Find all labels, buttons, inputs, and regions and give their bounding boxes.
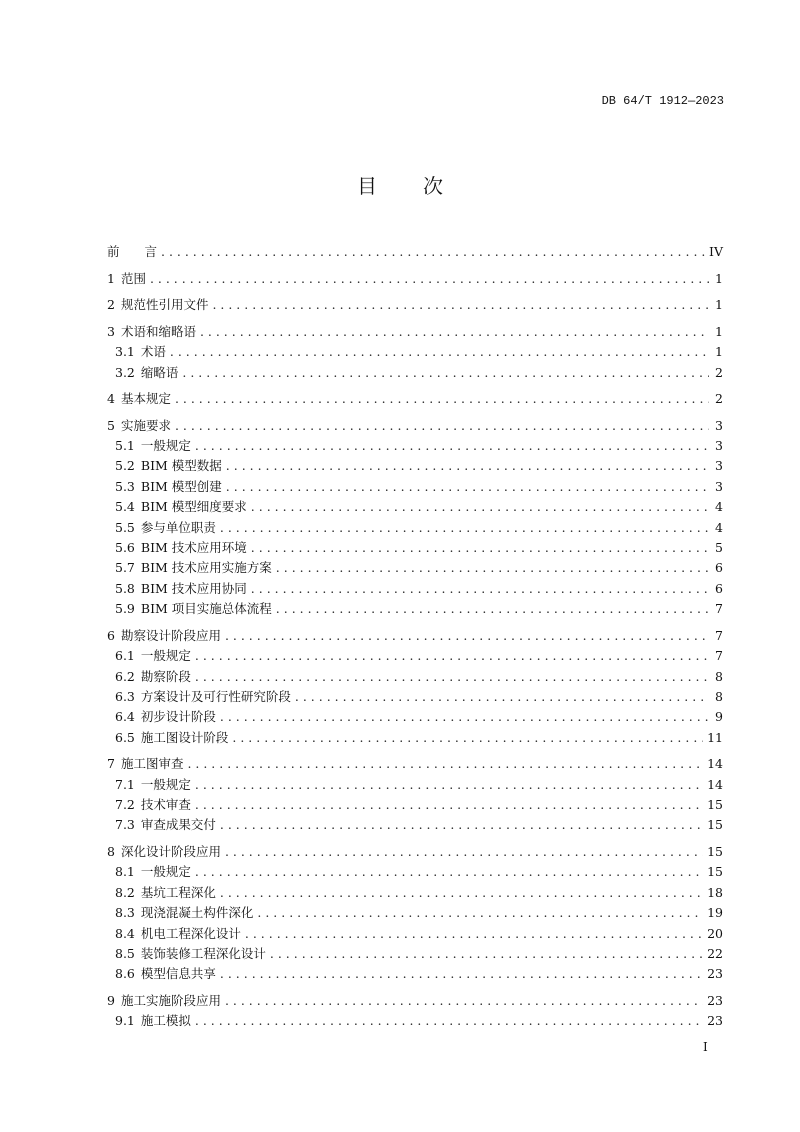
toc-entry-page: 2 — [715, 364, 723, 380]
toc-entry[interactable] — [107, 646, 723, 666]
toc-entry[interactable] — [107, 269, 723, 289]
page-number: I — [703, 1040, 708, 1054]
dot-leader — [257, 903, 703, 923]
toc-entry[interactable] — [107, 456, 723, 476]
dot-leader — [175, 416, 709, 436]
toc-entry-number: 5.7 — [115, 560, 135, 576]
toc-entry-label: 施工模拟 — [140, 1013, 191, 1029]
toc-entry-number: 6.2 — [115, 668, 135, 684]
dot-leader — [226, 456, 709, 476]
toc-entry-number: 8.3 — [115, 905, 135, 921]
toc-entry[interactable] — [107, 416, 723, 436]
dot-leader — [195, 646, 709, 666]
toc-entry-label: 施工图审查 — [120, 756, 184, 772]
dot-leader — [270, 944, 703, 964]
toc-entry-page: 19 — [707, 905, 723, 921]
toc-entry-label: BIM 技术应用实施方案 — [140, 560, 272, 576]
toc-entry-label: 施工实施阶段应用 — [120, 992, 221, 1008]
toc-entry-number: 8 — [107, 844, 115, 860]
dot-leader — [195, 775, 703, 795]
toc-entry-label: 术语 — [140, 344, 166, 360]
toc-entry-number: 3 — [107, 323, 115, 339]
toc-entry-page: 14 — [707, 756, 723, 772]
toc-entry-label: 一般规定 — [140, 776, 191, 792]
toc-entry-label: BIM 技术应用环境 — [140, 540, 247, 556]
toc-entry-label: BIM 技术应用协同 — [140, 580, 247, 596]
toc-entry[interactable] — [107, 477, 723, 497]
toc-entry-label: 前 言 — [107, 244, 158, 259]
toc-entry-label: 初步设计阶段 — [140, 709, 216, 725]
toc-entry[interactable] — [107, 518, 723, 538]
table-of-contents — [107, 242, 723, 1032]
toc-entry[interactable] — [107, 579, 723, 599]
title-char: 目 — [357, 174, 377, 198]
toc-entry-label: 缩略语 — [140, 364, 179, 380]
toc-entry-label: 装饰装修工程深化设计 — [140, 946, 266, 961]
dot-leader — [150, 269, 709, 289]
toc-entry-label: BIM 模型细度要求 — [140, 499, 247, 515]
toc-entry-page: 7 — [715, 601, 723, 617]
toc-entry-number: 5.9 — [115, 601, 135, 617]
toc-entry-number: 8.6 — [115, 966, 135, 982]
toc-entry-number: 6.5 — [115, 729, 135, 745]
toc-entry-number: 5.6 — [115, 540, 135, 556]
dot-leader — [200, 322, 709, 342]
toc-entry-number: 5.4 — [115, 499, 135, 515]
toc-entry-label: 范围 — [120, 270, 146, 286]
toc-entry-number: 8.4 — [115, 925, 135, 941]
toc-entry[interactable] — [107, 924, 723, 944]
toc-entry[interactable] — [107, 842, 723, 862]
toc-entry[interactable] — [107, 1011, 723, 1031]
toc-entry[interactable] — [107, 862, 723, 882]
toc-entry-number: 4 — [107, 391, 115, 407]
toc-entry-label: 一般规定 — [140, 648, 191, 664]
toc-entry-page: 7 — [715, 627, 723, 643]
toc-entry-number: 9.1 — [115, 1013, 135, 1029]
toc-entry-page: 23 — [707, 1013, 723, 1029]
dot-leader — [220, 883, 703, 903]
dot-leader — [212, 295, 709, 315]
dot-leader — [245, 924, 703, 944]
toc-entry[interactable] — [107, 389, 723, 409]
toc-entry-page: 6 — [715, 560, 723, 576]
toc-entry-page: 23 — [707, 992, 723, 1008]
toc-entry-number: 5.3 — [115, 478, 135, 494]
toc-entry-number: 5.1 — [115, 438, 135, 454]
page-title — [0, 170, 800, 199]
dot-leader — [251, 497, 709, 517]
toc-entry-page: 1 — [715, 323, 723, 339]
toc-entry[interactable] — [107, 795, 723, 815]
toc-entry-label: 方案设计及可行性研究阶段 — [140, 688, 291, 704]
toc-entry[interactable] — [107, 754, 723, 774]
toc-entry-label: 深化设计阶段应用 — [120, 844, 221, 860]
toc-entry-page: 15 — [707, 844, 723, 860]
dot-leader — [195, 1011, 703, 1031]
dot-leader — [225, 626, 709, 646]
toc-entry-number: 8.5 — [115, 946, 135, 961]
toc-entry-number: 7.1 — [115, 776, 135, 792]
toc-entry-page: 15 — [707, 797, 723, 813]
toc-entry[interactable] — [107, 775, 723, 795]
toc-entry-label: BIM 项目实施总体流程 — [140, 601, 272, 617]
toc-entry-page: 4 — [715, 519, 723, 535]
toc-entry-label: 参与单位职责 — [140, 519, 216, 535]
toc-entry-number: 8.1 — [115, 864, 135, 880]
toc-entry-label: 基本规定 — [120, 391, 171, 407]
standard-code: DB 64/T 1912—2023 — [601, 94, 724, 108]
toc-entry-page: 5 — [715, 540, 723, 556]
dot-leader — [182, 363, 709, 383]
dot-leader — [195, 795, 703, 815]
toc-entry-label: 实施要求 — [120, 417, 171, 433]
toc-entry-number: 5 — [107, 417, 115, 433]
dot-leader — [175, 389, 709, 409]
dot-leader — [220, 964, 703, 984]
toc-entry-label: BIM 模型数据 — [140, 458, 222, 474]
dot-leader — [170, 342, 709, 362]
toc-entry[interactable] — [107, 538, 723, 558]
toc-entry-label: 施工图设计阶段 — [140, 729, 229, 745]
toc-entry-page: 15 — [707, 864, 723, 880]
toc-entry[interactable] — [107, 558, 723, 578]
toc-entry-label: 规范性引用文件 — [120, 297, 209, 313]
toc-entry-number: 8.2 — [115, 884, 135, 900]
toc-entry[interactable] — [107, 342, 723, 362]
toc-entry[interactable] — [107, 883, 723, 903]
toc-entry[interactable] — [107, 626, 723, 646]
toc-entry-number: 9 — [107, 992, 115, 1008]
toc-entry-label: 术语和缩略语 — [120, 323, 196, 339]
toc-entry[interactable] — [107, 497, 723, 517]
toc-entry-page: 8 — [715, 688, 723, 704]
dot-leader — [251, 579, 709, 599]
toc-entry-number: 5.5 — [115, 519, 135, 535]
toc-entry-label: 基坑工程深化 — [140, 884, 216, 900]
toc-entry-number: 6.4 — [115, 709, 135, 725]
toc-entry[interactable] — [107, 667, 723, 687]
toc-entry-label: 一般规定 — [140, 438, 191, 454]
toc-entry-number: 3.1 — [115, 344, 135, 360]
dot-leader — [195, 667, 709, 687]
toc-entry-page: 15 — [707, 817, 723, 833]
toc-entry[interactable] — [107, 322, 723, 342]
toc-entry-page: 3 — [715, 478, 723, 494]
dot-leader — [225, 842, 703, 862]
toc-entry[interactable] — [107, 991, 723, 1011]
dot-leader — [220, 518, 709, 538]
toc-entry-page: 3 — [715, 417, 723, 433]
dot-leader — [232, 728, 703, 748]
toc-entry-page: 1 — [715, 270, 723, 286]
toc-entry-label: BIM 模型创建 — [140, 478, 222, 494]
toc-entry[interactable] — [107, 964, 723, 984]
toc-entry[interactable] — [107, 363, 723, 383]
toc-entry-number: 7.2 — [115, 797, 135, 813]
toc-entry-number: 6 — [107, 627, 115, 643]
toc-entry-number: 6.3 — [115, 688, 135, 704]
toc-entry[interactable] — [107, 944, 723, 964]
toc-entry-number: 5.2 — [115, 458, 135, 474]
dot-leader — [187, 754, 703, 774]
toc-entry-page: 23 — [707, 966, 723, 982]
toc-entry-label: 审查成果交付 — [140, 817, 216, 833]
toc-entry-page: 9 — [715, 709, 723, 725]
toc-entry-number: 3.2 — [115, 364, 135, 380]
dot-leader — [220, 815, 703, 835]
dot-leader — [225, 991, 703, 1011]
toc-entry-page: IV — [709, 244, 723, 259]
toc-entry-page: 8 — [715, 668, 723, 684]
dot-leader — [251, 538, 709, 558]
toc-entry-page: 4 — [715, 499, 723, 515]
toc-entry-page: 18 — [707, 884, 723, 900]
toc-entry-page: 22 — [707, 946, 723, 961]
toc-entry-label: 勘察设计阶段应用 — [120, 627, 221, 643]
toc-entry-page: 3 — [715, 458, 723, 474]
toc-entry-number: 7.3 — [115, 817, 135, 833]
toc-entry-label: 模型信息共享 — [140, 966, 216, 982]
toc-entry-number: 7 — [107, 756, 115, 772]
toc-entry-label: 技术审查 — [140, 797, 191, 813]
dot-leader — [195, 436, 709, 456]
toc-entry-label: 现浇混凝土构件深化 — [140, 905, 254, 921]
toc-entry-number: 5.8 — [115, 580, 135, 596]
dot-leader — [295, 687, 709, 707]
toc-entry[interactable] — [107, 728, 723, 748]
toc-entry-page: 11 — [707, 729, 723, 745]
toc-entry-page: 1 — [715, 297, 723, 313]
toc-entry-number: 1 — [107, 270, 115, 286]
dot-leader — [226, 477, 709, 497]
title-char: 次 — [423, 174, 443, 198]
toc-entry[interactable] — [107, 599, 723, 619]
toc-entry[interactable] — [107, 436, 723, 456]
toc-entry-page: 3 — [715, 438, 723, 454]
dot-leader — [276, 558, 709, 578]
toc-entry[interactable] — [107, 295, 723, 315]
dot-leader — [161, 242, 705, 262]
dot-leader — [195, 862, 703, 882]
toc-entry[interactable] — [107, 903, 723, 923]
toc-entry[interactable] — [107, 242, 723, 262]
dot-leader — [220, 707, 709, 727]
toc-entry-page: 7 — [715, 648, 723, 664]
toc-entry-page: 2 — [715, 391, 723, 407]
toc-entry[interactable] — [107, 815, 723, 835]
toc-entry-label: 一般规定 — [140, 864, 191, 880]
toc-entry[interactable] — [107, 707, 723, 727]
toc-entry-number: 6.1 — [115, 648, 135, 664]
toc-entry-number: 2 — [107, 297, 115, 313]
toc-entry-label: 勘察阶段 — [140, 668, 191, 684]
toc-entry-page: 1 — [715, 344, 723, 360]
toc-entry-label: 机电工程深化设计 — [140, 925, 241, 941]
toc-entry-page: 14 — [707, 776, 723, 792]
toc-entry-page: 6 — [715, 580, 723, 596]
toc-entry[interactable] — [107, 687, 723, 707]
dot-leader — [276, 599, 709, 619]
toc-entry-page: 20 — [707, 925, 723, 941]
